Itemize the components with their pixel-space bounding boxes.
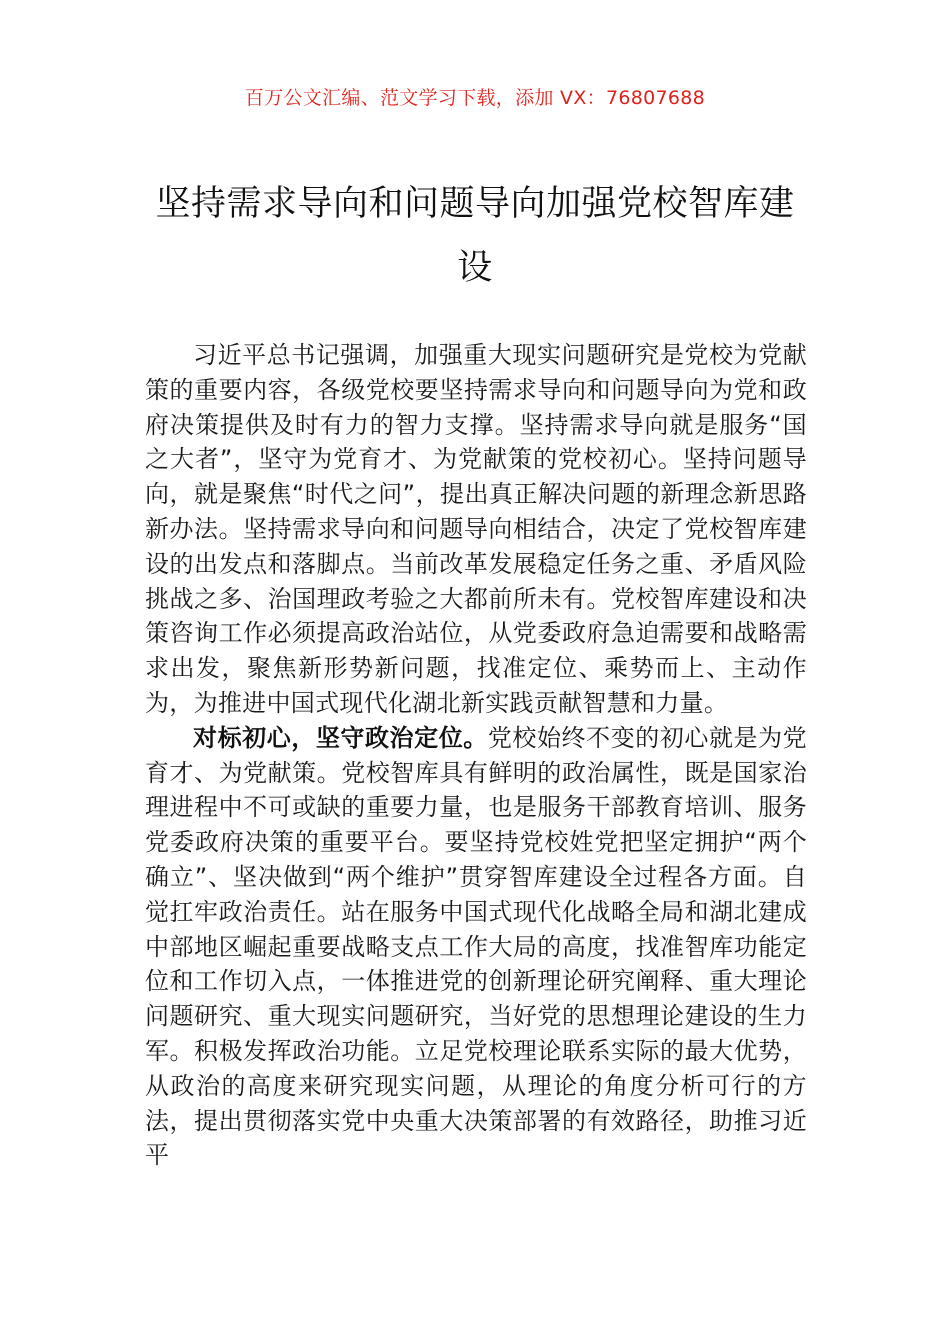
paragraph-political-positioning-text: 党校始终不变的初心就是为党育才、为党献策。党校智库具有鲜明的政治属性，既是国家治理进程中不可或缺的重要力量，也是服务干部教育培训、服务党委政府决策的重要平台。要坚持党校姓党把坚定拥护“两个确立”、坚决做到“两个维护”贯穿智库建设全过程各方面。自觉扛牢政治责任。站在服务中国式现代化战略全局和湖北建成中部地区崛起重要战略支点工作大局的高度，找准智库功能定位和工作切入点，一体推进党的创新理论研究阐释、重大理论问题研究、重大现实问题研究，当好党的思想理论建设的生力军。积极发挥政治功能。立足党校理论联系实际的最大优势，从政治的高度来研究现实问题，从理论的角度分析可行的方法，提出贯彻落实党中央重大决策部署的有效路径，助推习近平 bbox=[145, 723, 807, 1170]
paragraph-intro-text: 习近平总书记强调，加强重大现实问题研究是党校为党献策的重要内容，各级党校要坚持需求导向和问题导向为党和政府决策提供及时有力的智力支撑。坚持需求导向就是服务“国之大者”，坚守为党育才、为党献策的党校初心。坚持问题导向，就是聚焦“时代之问”，提出真正解决问题的新理念新思路新办法。坚持需求导向和问题导向相结合，决定了党校智库建设的出发点和落脚点。当前改革发展稳定任务之重、矛盾风险挑战之多、治国理政考验之大都前所未有。党校智库建设和决策咨询工作必须提高政治站位，从党委政府急迫需要和战略需求出发，聚焦新形势新问题，找准定位、乘势而上、主动作为，为推进中国式现代化湖北新实践贡献智慧和力量。 bbox=[145, 341, 807, 717]
paragraph-political-positioning bbox=[145, 721, 807, 1173]
paragraph-intro bbox=[145, 338, 807, 721]
document-body bbox=[145, 338, 807, 1173]
header-watermark-note: 百万公文汇编、范文学习下载，添加 VX：76807688 bbox=[244, 87, 706, 109]
paragraph-lead-heading: 对标初心，坚守政治定位。 bbox=[193, 723, 488, 752]
document-title: 坚持需求导向和问题导向加强党校智库建设 bbox=[155, 184, 795, 288]
